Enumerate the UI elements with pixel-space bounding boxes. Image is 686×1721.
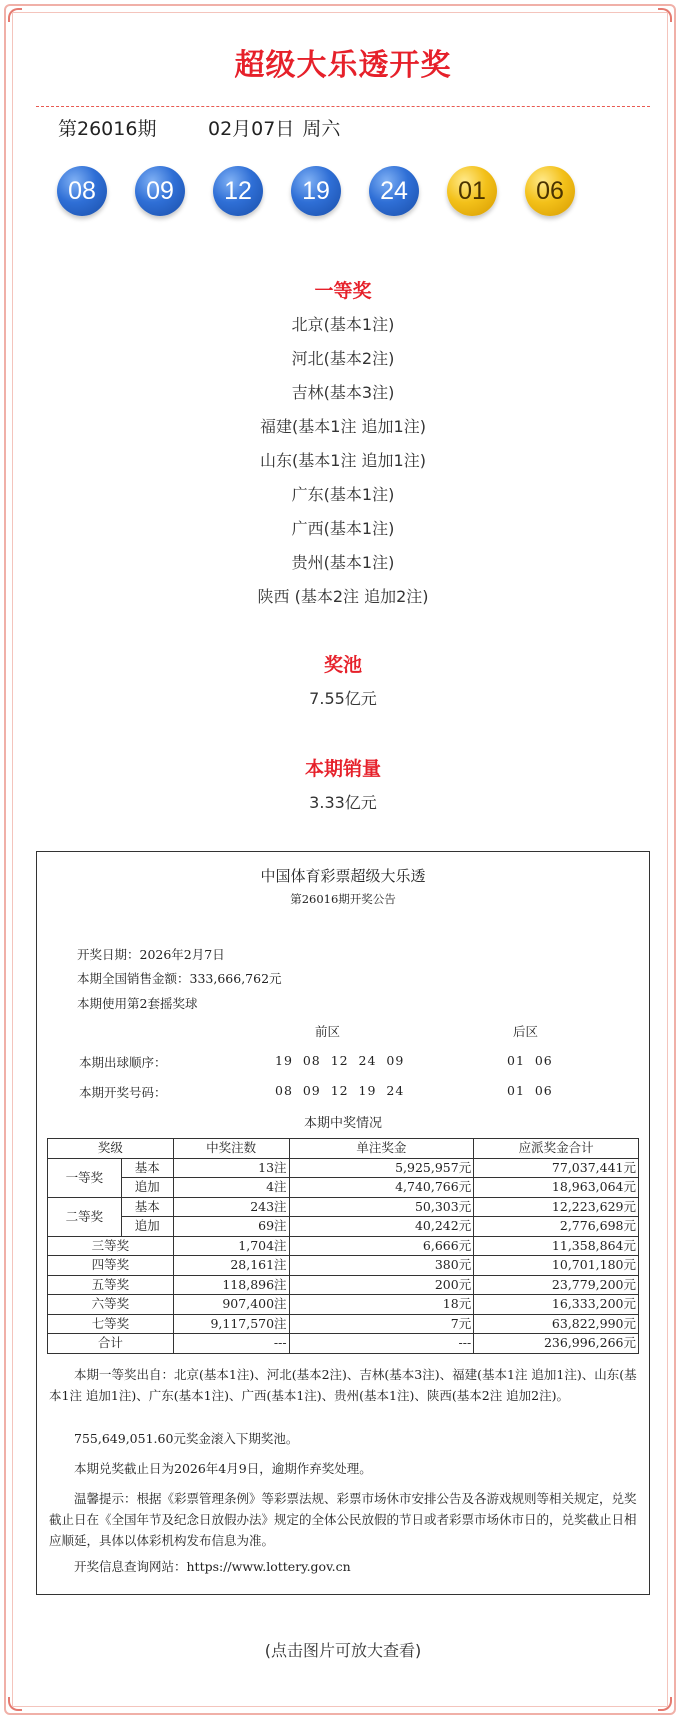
header-prize: 单注奖金 [289, 1139, 474, 1159]
result-label: 本期开奖号码： [79, 1085, 167, 1100]
table-row [48, 1217, 639, 1237]
cell-level: 二等奖 [48, 1197, 122, 1236]
cell-total: 77,037,441元 [474, 1158, 639, 1178]
cell-count: 13注 [173, 1158, 289, 1178]
back-ball: 06 [525, 166, 575, 216]
table-header-row [48, 1139, 639, 1159]
cell-total: 63,822,990元 [474, 1314, 639, 1334]
winner-item: 广东(基本1注) [291, 485, 395, 504]
winner-item: 贵州(基本1注) [291, 553, 395, 572]
cell-prize: 6,666元 [289, 1236, 474, 1256]
table-row [48, 1314, 639, 1334]
result-back: 01 06 [507, 1083, 553, 1098]
cell-total: 23,779,200元 [474, 1275, 639, 1295]
result-front: 08 09 12 19 24 [275, 1083, 405, 1098]
table-row [48, 1178, 639, 1198]
front-ball: 09 [135, 166, 185, 216]
front-ball: 08 [57, 166, 107, 216]
cell-count: 4注 [173, 1178, 289, 1198]
cell-prize: 40,242元 [289, 1217, 474, 1237]
winner-item: 福建(基本1注 追加1注) [260, 417, 426, 436]
notice-draw-date: 开奖日期：2026年2月7日 [77, 947, 225, 962]
pool-paragraph: 755,649,051.60元奖金滚入下期奖池。 [74, 1431, 299, 1446]
notice-title: 中国体育彩票超级大乐透 [260, 867, 426, 885]
back-zone-label: 后区 [513, 1024, 539, 1039]
zoom-hint: (点击图片可放大查看) [264, 1641, 422, 1660]
table-row [48, 1236, 639, 1256]
winner-item: 吉林(基本3注) [291, 383, 395, 402]
front-ball: 24 [369, 166, 419, 216]
table-total-row [48, 1334, 639, 1354]
front-zone-label: 前区 [315, 1024, 341, 1039]
dashed-divider [36, 106, 650, 107]
issue-number: 第26016期 [58, 118, 157, 140]
tip-paragraph: 温馨提示：根据《彩票管理条例》等彩票法规、彩票市场休市安排公告及各游戏规则等相关规定，兑奖截止日在《全国年节及纪念日放假办法》规定的全体公民放假的节日或者彩票市场休市日的，兑奖截止日相应顺延，具体以体彩机构发布信息为准。 [49, 1491, 637, 1548]
order-front: 19 08 12 24 09 [275, 1053, 405, 1068]
cell-count: --- [173, 1334, 289, 1354]
cell-prize: 50,303元 [289, 1197, 474, 1217]
pool-value: 7.55亿元 [309, 689, 377, 708]
cell-count: 9,117,570注 [173, 1314, 289, 1334]
cell-count: 243注 [173, 1197, 289, 1217]
cell-total: 18,963,064元 [474, 1178, 639, 1198]
cell-prize: 380元 [289, 1256, 474, 1276]
pool-heading: 奖池 [323, 654, 362, 676]
table-row [48, 1295, 639, 1315]
header-count: 中奖注数 [173, 1139, 289, 1159]
order-back: 01 06 [507, 1053, 553, 1068]
front-ball: 19 [291, 166, 341, 216]
cell-count: 907,400注 [173, 1295, 289, 1315]
first-prize-heading: 一等奖 [314, 280, 372, 302]
cell-level: 三等奖 [48, 1236, 174, 1256]
winner-item: 北京(基本1注) [291, 315, 395, 334]
cell-level: 四等奖 [48, 1256, 174, 1276]
notice-subtitle: 第26016期开奖公告 [290, 892, 396, 906]
order-label: 本期出球顺序： [79, 1055, 167, 1070]
cell-level: 五等奖 [48, 1275, 174, 1295]
cell-sub: 追加 [121, 1217, 173, 1237]
cell-sub: 追加 [121, 1178, 173, 1198]
cell-total: 12,223,629元 [474, 1197, 639, 1217]
cell-prize: 5,925,957元 [289, 1158, 474, 1178]
cell-level: 一等奖 [48, 1158, 122, 1197]
table-row [48, 1158, 639, 1178]
sales-heading: 本期销量 [304, 758, 381, 780]
winner-item: 河北(基本2注) [291, 349, 395, 368]
table-row [48, 1275, 639, 1295]
front-ball: 12 [213, 166, 263, 216]
cell-sub: 基本 [121, 1197, 173, 1217]
announcement-image[interactable] [36, 851, 650, 1595]
cell-total: 16,333,200元 [474, 1295, 639, 1315]
weekday-text: 周六 [302, 118, 341, 140]
table-row [48, 1256, 639, 1276]
header-level: 奖级 [48, 1139, 174, 1159]
cell-total: 10,701,180元 [474, 1256, 639, 1276]
cell-prize: 4,740,766元 [289, 1178, 474, 1198]
cell-count: 1,704注 [173, 1236, 289, 1256]
date-text: 02月07日 [208, 118, 295, 140]
header-total: 应派奖金合计 [474, 1139, 639, 1159]
cell-level: 六等奖 [48, 1295, 174, 1315]
cell-level: 七等奖 [48, 1314, 174, 1334]
table-row [48, 1197, 639, 1217]
notice-sales: 本期全国销售金额：333,666,762元 [77, 971, 282, 986]
cell-prize: 7元 [289, 1314, 474, 1334]
cell-total: 2,776,698元 [474, 1217, 639, 1237]
cell-count: 69注 [173, 1217, 289, 1237]
sales-value: 3.33亿元 [309, 793, 377, 812]
draw-date [208, 114, 348, 141]
prize-table [47, 1138, 639, 1354]
winner-item: 山东(基本1注 追加1注) [260, 451, 426, 470]
cell-prize: 200元 [289, 1275, 474, 1295]
cell-count: 28,161注 [173, 1256, 289, 1276]
cell-sub: 基本 [121, 1158, 173, 1178]
deadline-paragraph: 本期兑奖截止日为2026年4月9日，逾期作弃奖处理。 [74, 1461, 372, 1476]
back-ball: 01 [447, 166, 497, 216]
cell-count: 118,896注 [173, 1275, 289, 1295]
page-title: 超级大乐透开奖 [234, 48, 452, 83]
winner-item: 广西(基本1注) [291, 519, 395, 538]
cell-total: 236,996,266元 [474, 1334, 639, 1354]
cell-prize: 18元 [289, 1295, 474, 1315]
cell-level: 合计 [48, 1334, 174, 1354]
winners-paragraph: 本期一等奖出自：北京(基本1注)、河北(基本2注)、吉林(基本3注)、福建(基本1注 追加1注)、山东(基本1注 追加1注)、广东(基本1注)、广西(基本1注)、贵州(基本1注)、陕西(基本2注 追加2注)。 [49, 1367, 637, 1403]
cell-prize: --- [289, 1334, 474, 1354]
cell-total: 11,358,864元 [474, 1236, 639, 1256]
notice-ball-set: 本期使用第2套摇奖球 [77, 996, 198, 1011]
site-paragraph: 开奖信息查询网站：https://www.lottery.gov.cn [74, 1559, 351, 1574]
winner-item: 陕西 (基本2注 追加2注) [257, 587, 429, 606]
winning-balls [57, 166, 627, 226]
prize-table-title: 本期中奖情况 [303, 1116, 382, 1131]
